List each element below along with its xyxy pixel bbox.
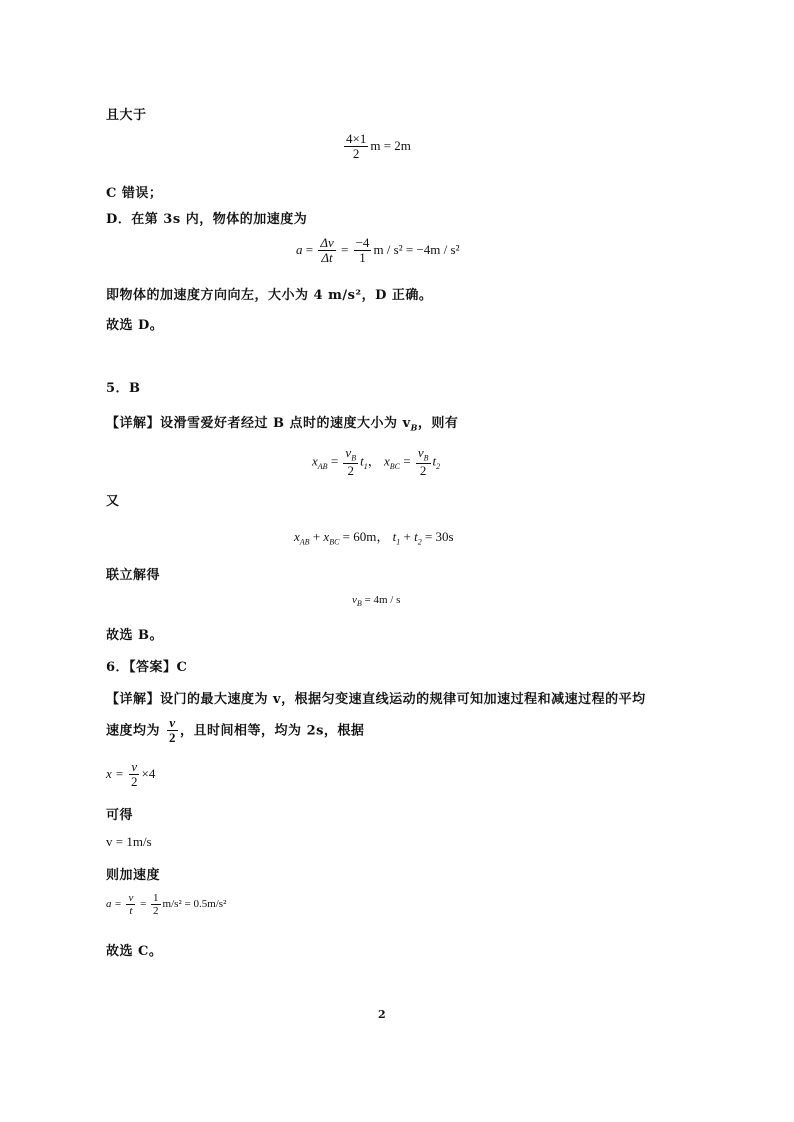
- equation-6: x = $\frac{v}{2}$ ×4: [106, 759, 156, 790]
- page-number: 2: [378, 1008, 386, 1021]
- equation-5: $v_B = 4m / s$: [352, 594, 401, 609]
- equation-4: $x_{AB} + x_{BC} = 60m$， $t_1 + t_2 = 30s$: [294, 529, 454, 547]
- text-q6-detail: 【详解】设门的最大速度为 v，根据匀变速直线运动的规律可知加速过程和减速过程的平均: [106, 692, 646, 707]
- text-c-wrong: C 错误；: [106, 186, 163, 201]
- fraction: $\frac{1}{2}$: [153, 892, 159, 918]
- text-zejia: 则加速度: [106, 868, 161, 883]
- equation-7: v = 1m/s: [106, 834, 152, 849]
- fraction: $\frac{v}{2}$: [169, 715, 177, 746]
- text-choose-b: 故选 B。: [106, 628, 164, 643]
- text-you: 又: [106, 494, 120, 509]
- equation-2: a = $\frac{\Delta v}{\Delta t}$ = $\frac{-4}{1}$ m / s² = −4m / s²: [296, 235, 460, 266]
- fraction: $\frac{v}{t}$: [128, 892, 134, 918]
- text-lianli: 联立解得: [106, 568, 161, 583]
- text-d-explain: 即物体的加速度方向向左，大小为 4 m/s²，D 正确。: [106, 288, 433, 303]
- equation-1: $\frac{4\times 1}{2}$ m = 2m: [346, 131, 411, 162]
- equation-8: a = $\frac{v}{t}$ = $\frac{1}{2}$ m/s² = 0.5m/s²: [106, 892, 227, 918]
- fraction: $\frac{v}{2}$: [131, 759, 138, 790]
- heading-q6: 6．【答案】C: [106, 660, 188, 675]
- equation-3: $x_{AB}$ = $\frac{v_B}{2}$ $t_1$， $x_{BC}$ = $\frac{v_B}{2}$ $t_2$: [312, 445, 441, 479]
- text-qie-da-yu: 且大于: [106, 108, 147, 123]
- fraction: $\frac{v_B}{2}$: [345, 445, 357, 479]
- fraction: $\frac{-4}{1}$: [355, 235, 370, 266]
- fraction: $\frac{\Delta v}{\Delta t}$: [320, 235, 334, 266]
- text-choose-c: 故选 C。: [106, 944, 163, 959]
- text-q6-speed: 速度均为 $\frac{v}{2}$ ，且时间相等，均为 2s，根据: [106, 715, 365, 746]
- text-kede: 可得: [106, 808, 134, 823]
- fraction: $\frac{4\times 1}{2}$: [346, 131, 367, 162]
- text-q5-detail: 【详解】设滑雪爱好者经过 B 点时的速度大小为 $v_B$，则有: [106, 416, 459, 433]
- text-choose-d: 故选 D。: [106, 318, 164, 333]
- fraction: $\frac{v_B}{2}$: [417, 445, 429, 479]
- heading-q5: 5．B: [106, 381, 141, 396]
- text-d-intro: D．在第 3s 内，物体的加速度为: [106, 212, 308, 227]
